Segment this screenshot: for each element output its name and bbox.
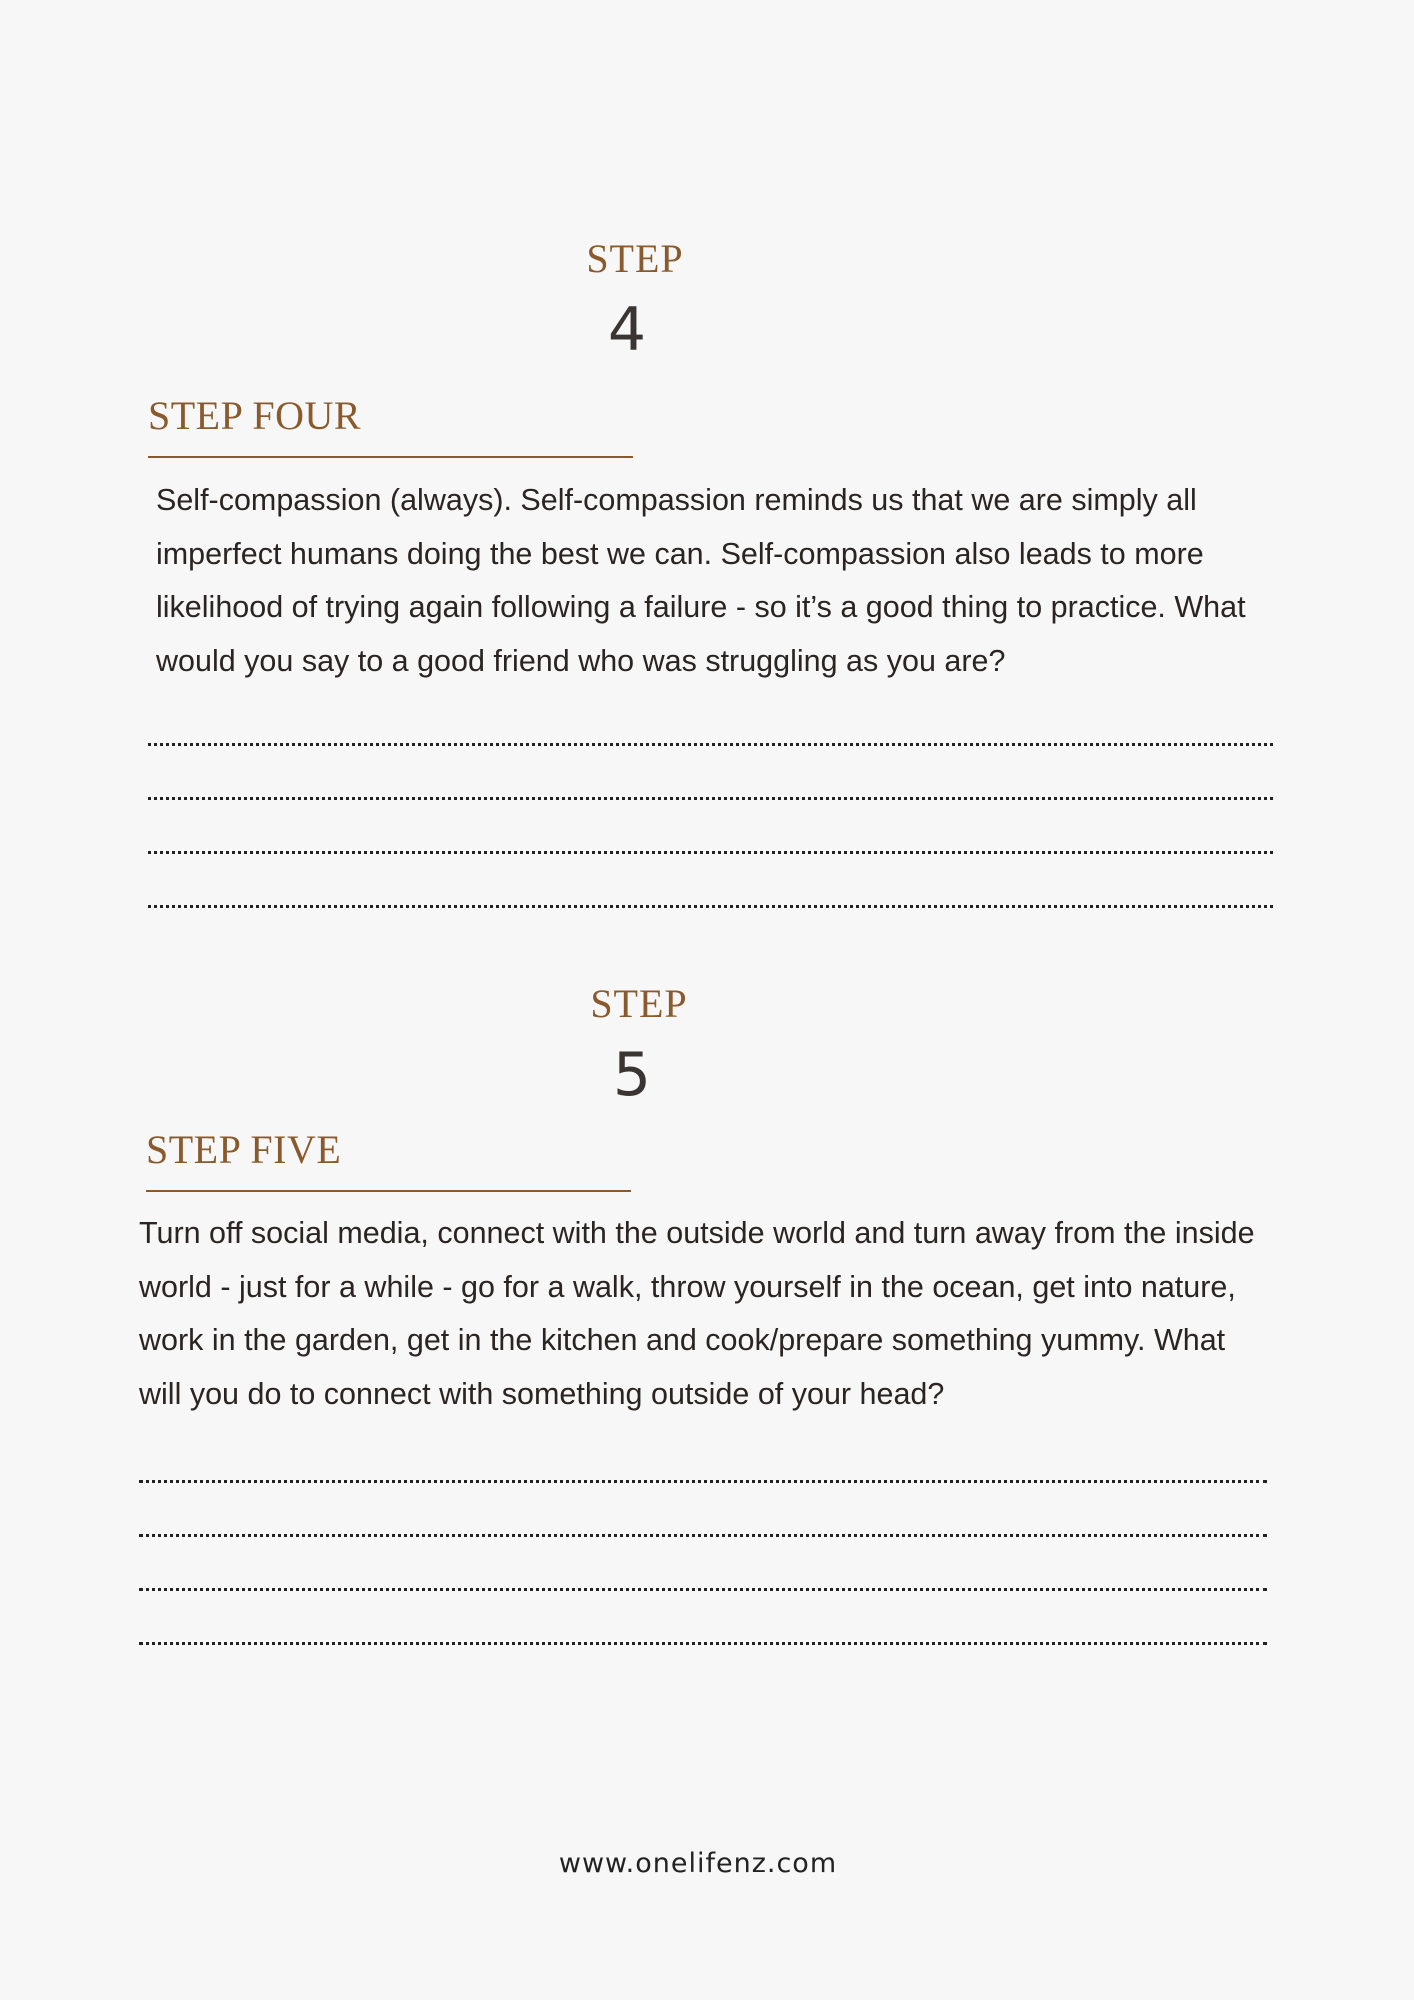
answer-line-5-1[interactable] <box>139 1480 1267 1483</box>
answer-line-5-4[interactable] <box>139 1642 1267 1645</box>
answer-line-4-1[interactable] <box>148 743 1273 746</box>
answer-line-4-3[interactable] <box>148 851 1273 854</box>
answer-line-5-3[interactable] <box>139 1588 1267 1591</box>
answer-line-4-4[interactable] <box>148 905 1273 908</box>
step-5-prompt: Turn off social media, connect with the outside world and turn away from the inside world - just for a while - go for a walk, throw yourself in the ocean, get into nature, work in the garden, get in the kitchen and cook/prepare something yummy. What will you do to connect with something outside of your head? <box>139 1216 1255 1411</box>
step-4-number: 4 <box>607 295 647 365</box>
answer-line-5-2[interactable] <box>139 1534 1267 1537</box>
step-4-title: STEP FOUR <box>148 393 362 438</box>
step-4-prompt: Self-compassion (always). Self-compassion reminds us that we are simply all imperfect humans doing the best we can. Self-compassion also leads to more likelihood of trying again following a failure - so it’s a good thing to practice. What would you say to a good friend who was struggling as you are? <box>156 483 1246 678</box>
step-5-number: 5 <box>612 1040 652 1110</box>
footer-website[interactable]: www.onelifenz.com <box>558 1848 838 1879</box>
step-5-label: STEP <box>590 981 688 1026</box>
answer-line-4-2[interactable] <box>148 797 1273 800</box>
step-5-title: STEP FIVE <box>146 1127 342 1172</box>
step-4-title-divider <box>148 456 633 458</box>
step-5-title-divider <box>146 1190 631 1192</box>
step-4-label: STEP <box>586 236 684 281</box>
